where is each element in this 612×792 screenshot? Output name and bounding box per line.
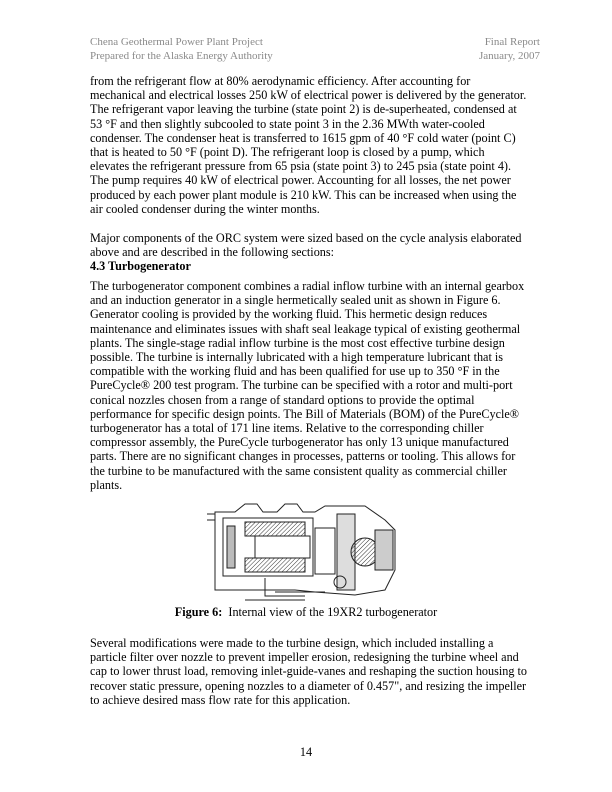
text-line: Several modifications were made to the turbine design, which included installing a [90,636,494,650]
text-line: PureCycle® 200 test program. The turbine can be specified with a rotor and multi-port [90,378,513,393]
text-line: recover static pressure, opening nozzles to a diameter of 0.457", and resizing the impeller [90,678,527,693]
running-header-left [90,35,273,63]
text-line: that is heated to 50 °F (point D). The refrigerant loop is closed by a pump, which [90,145,485,160]
text-line: produced by each power plant module is 210 kW. This can be increased when using the [90,187,517,202]
text-line: conical nozzles chosen from a range of standard options to provide the optimal [90,392,475,407]
text-line: particle filter over nozzle to prevent impeller erosion, redesigning the turbine wheel and [90,650,519,665]
text-line: elevates the refrigerant pressure from 65 psia (state point 3) to 245 psia (state point 4). [90,159,512,174]
prepared-for: Prepared for the Alaska Energy Authority [90,50,273,62]
text-line: The turbogenerator component combines a radial inflow turbine with an internal gearbox [90,279,525,293]
running-header-right [479,35,540,63]
text-line: compatible with the working fluid and has been qualified for use up to 350 °F in the [90,364,500,379]
text-line: to achieve desired mass flow rate for this application. [90,692,351,707]
text-line: parts. There are no significant changes in processes, patterns or tooling. This allows for [90,449,516,464]
page-number: 14 [299,745,313,759]
text-line: performance for specific design points. The Bill of Materials (BOM) of the PureCycle® [90,406,520,421]
text-line: compressor assembly, the PureCycle turbogenerator has only 13 unique manufactured [90,435,509,450]
paragraph-major-components [90,231,550,259]
paragraph-modifications [90,636,550,707]
report-type: Final Report [484,36,540,48]
figure-label: Figure 6: [174,605,223,619]
text-line: turbogenerator has a total of 171 line items. Relative to the corresponding chiller [90,421,484,436]
figure-caption [0,605,612,620]
text-line: condenser. The condenser heat is transferred to 1615 gpm of 40 °F cold water (point C) [90,130,516,145]
text-line: cap to lower thrust load, removing inlet-guide-vanes and reshaping the suction housing to [90,664,527,679]
figure-caption-text: Internal view of the 19XR2 turbogenerator [222,605,438,619]
paragraph-turbogenerator [90,279,550,492]
text-line: The refrigerant vapor leaving the turbine (state point 2) is de-superheated, condensed at [90,102,517,117]
text-line: possible. The turbine is internally lubricated with a high temperature lubricant that is [90,350,504,365]
section-heading: 4.3 Turbogenerator [90,259,191,273]
text-line: plants. The single-stage radial inflow turbine is the most cost effective turbine design [90,335,505,350]
text-line: maintenance and eliminates issues with shaft seal leakage typical of existing geothermal [90,321,521,336]
text-line: Major components of the ORC system were sized based on the cycle analysis elaborated [90,231,522,245]
project-title: Chena Geothermal Power Plant Project [90,36,263,48]
text-line: the turbine to be manufactured with the same consistent quality as commercial chiller [90,463,507,478]
text-line: and an induction generator in a single hermetically sealed unit as shown in Figure 6. [90,293,501,308]
paragraph-cycle-description [90,74,550,216]
text-line: The pump requires 40 kW of electrical power. Accounting for all losses, the net power [90,173,511,188]
report-date: January, 2007 [479,50,540,62]
text-line: plants. [90,477,123,492]
text-line: mechanical and electrical losses 250 kW of electrical power is delivered by the generator. [90,88,527,103]
turbogenerator-cutaway-figure [205,500,405,605]
text-line: air cooled condenser during the winter months. [90,201,320,216]
text-line: from the refrigerant flow at 80% aerodynamic efficiency. After accounting for [90,74,471,88]
text-line: Generator cooling is provided by the working fluid. This hermetic design reduces [90,307,488,322]
text-line: above and are described in the following sections: [90,245,335,260]
text-line: 53 °F and then slightly subcooled to state point 3 in the 2.36 MWth water-cooled [90,116,485,131]
